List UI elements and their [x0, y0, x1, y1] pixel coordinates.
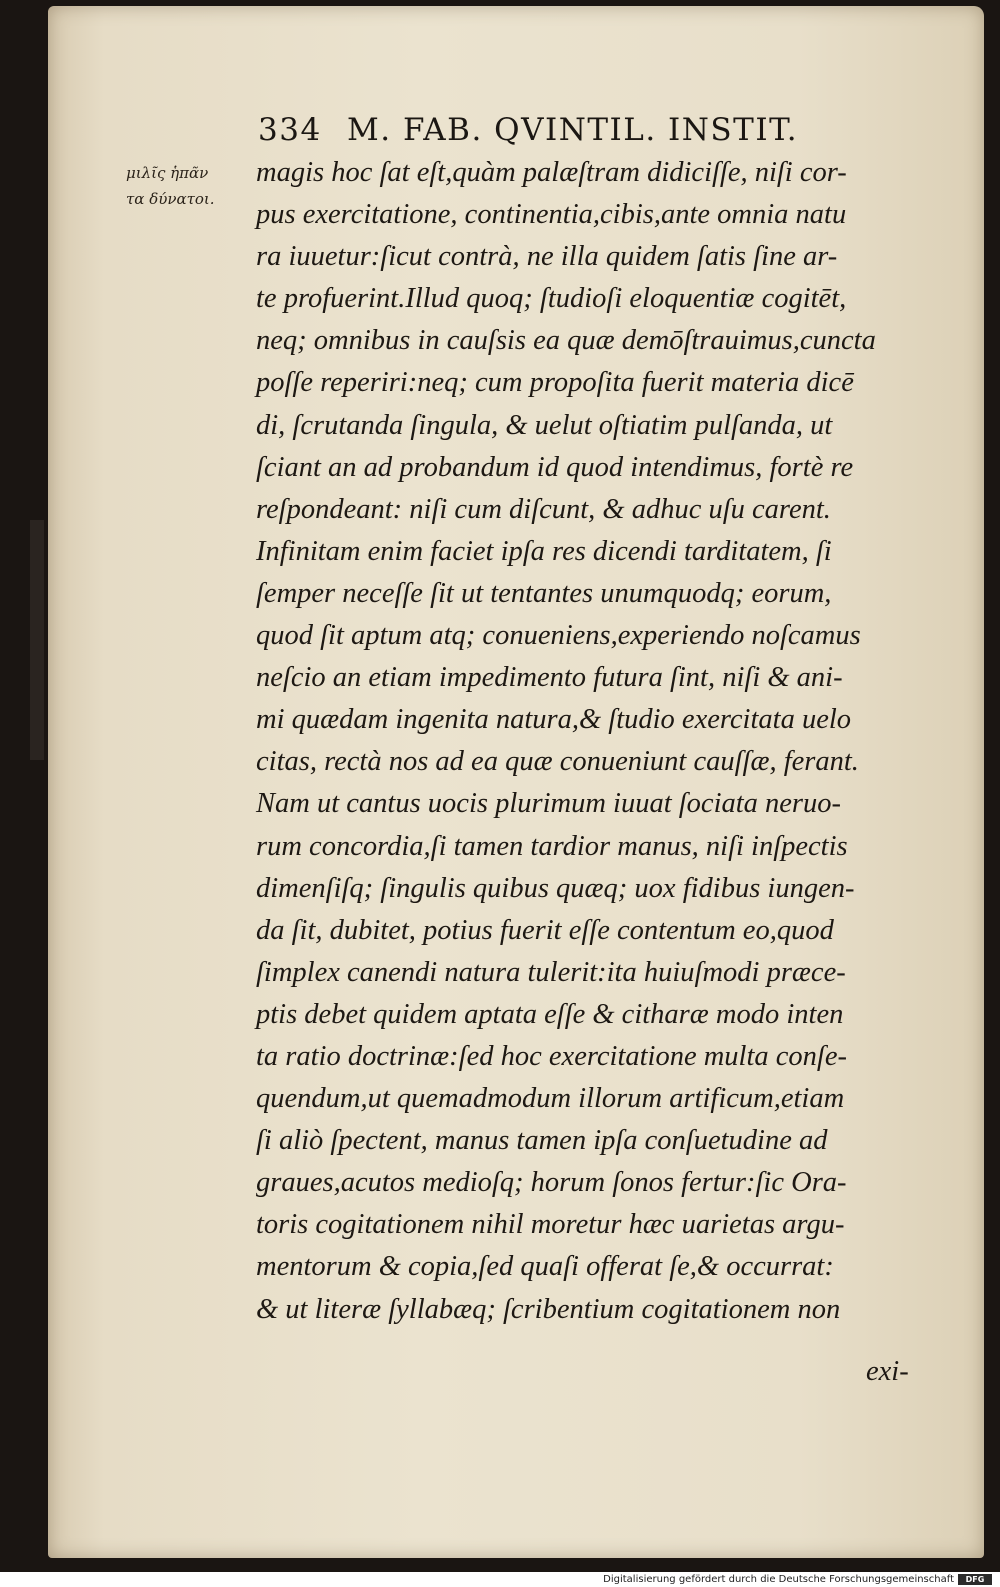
marginal-note-line: μιλῖς ἡπᾶν: [126, 164, 209, 182]
text-line: mi quædam ingenita natura,& ſtudio exercitata uelo: [256, 704, 852, 736]
body-text: [256, 152, 936, 1331]
text-line: Infinitam enim faciet ipſa res dicendi tarditatem, ſi: [256, 535, 832, 567]
text-line: dimenſiſq; ſingulis quibus quæq; uox fidibus iungen-: [256, 872, 855, 904]
text-line: rum concordia,ſi tamen tardior manus, niſi inſpectis: [256, 830, 848, 862]
text-line: neſcio an etiam impedimento futura ſint, niſi & ani-: [256, 662, 843, 694]
text-line: neq; omnibus in cauſsis ea quæ demōſtrauimus,cuncta: [256, 325, 876, 357]
text-line: ſi aliò ſpectent, manus tamen ipſa conſuetudine ad: [256, 1125, 828, 1157]
text-line: magis hoc ſat eſt,quàm palæſtram didiciſſe, niſi cor-: [256, 157, 847, 188]
text-line: ptis debet quidem aptata eſſe & citharæ modo inten: [256, 998, 844, 1030]
text-line: Nam ut cantus uocis plurimum iuuat ſociata neruo-: [256, 788, 842, 820]
text-line: ra iuuetur:ſicut contrà, ne illa quidem ſatis ſine ar-: [256, 241, 838, 273]
text-line: quendum,ut quemadmodum illorum artificum,etiam: [256, 1083, 845, 1115]
marginal-note-line: τα δύνατοι.: [126, 190, 215, 208]
text-line: ſciant an ad probandum id quod intendimus, fortè re: [256, 451, 854, 483]
text-line: quod ſit aptum atq; conueniens,experiendo noſcamus: [256, 620, 861, 652]
text-line: & ut literæ ſyllabæq; ſcribentium cogitationem non: [256, 1293, 841, 1325]
running-title: M. FAB. QVINTIL. INSTIT.: [347, 112, 799, 148]
page-number: 334: [258, 112, 322, 148]
text-line: pus exercitatione, continentia,cibis,ante omnia natu: [256, 199, 847, 231]
running-header: [258, 112, 898, 148]
text-line: graues,acutos medioſq; horum ſonos fertur:ſic Ora-: [256, 1167, 847, 1199]
text-line: citas, rectà nos ad ea quæ conueniunt cauſſæ, ferant.: [256, 746, 859, 778]
text-line: di, ſcrutanda ſingula, & uelut oſtiatim pulſanda, ut: [256, 409, 833, 441]
text-line: poſſe reperiri:neq; cum propoſita fuerit materia dicē: [256, 367, 854, 399]
page-edge: [30, 520, 44, 760]
text-line: te profuerint.Illud quoq; ſtudioſi eloquentiæ cogitēt,: [256, 283, 847, 315]
footer-credit: Digitalisierung gefördert durch die Deutsche Forschungsgemeinschaft: [603, 1574, 954, 1585]
text-line: reſpondeant: niſi cum diſcunt, & adhuc uſu carent.: [256, 493, 831, 525]
text-line: ſimplex canendi natura tulerit:ita huiuſmodi præce-: [256, 956, 846, 988]
text-line: mentorum & copia,ſed quaſi offerat ſe,& occurrat:: [256, 1251, 834, 1283]
text-line: da ſit, dubitet, potius fuerit eſſe contentum eo,quod: [256, 914, 834, 946]
text-line: ſemper neceſſe ſit ut tentantes unumquodq; eorum,: [256, 577, 832, 609]
text-line: ta ratio doctrinæ:ſed hoc exercitatione multa conſe-: [256, 1040, 847, 1072]
catchword: exi-: [866, 1356, 909, 1387]
marginal-note: [126, 160, 266, 212]
dfg-logo-icon: DFG: [958, 1574, 992, 1585]
text-line: toris cogitationem nihil moretur hæc uarietas argu-: [256, 1209, 845, 1241]
